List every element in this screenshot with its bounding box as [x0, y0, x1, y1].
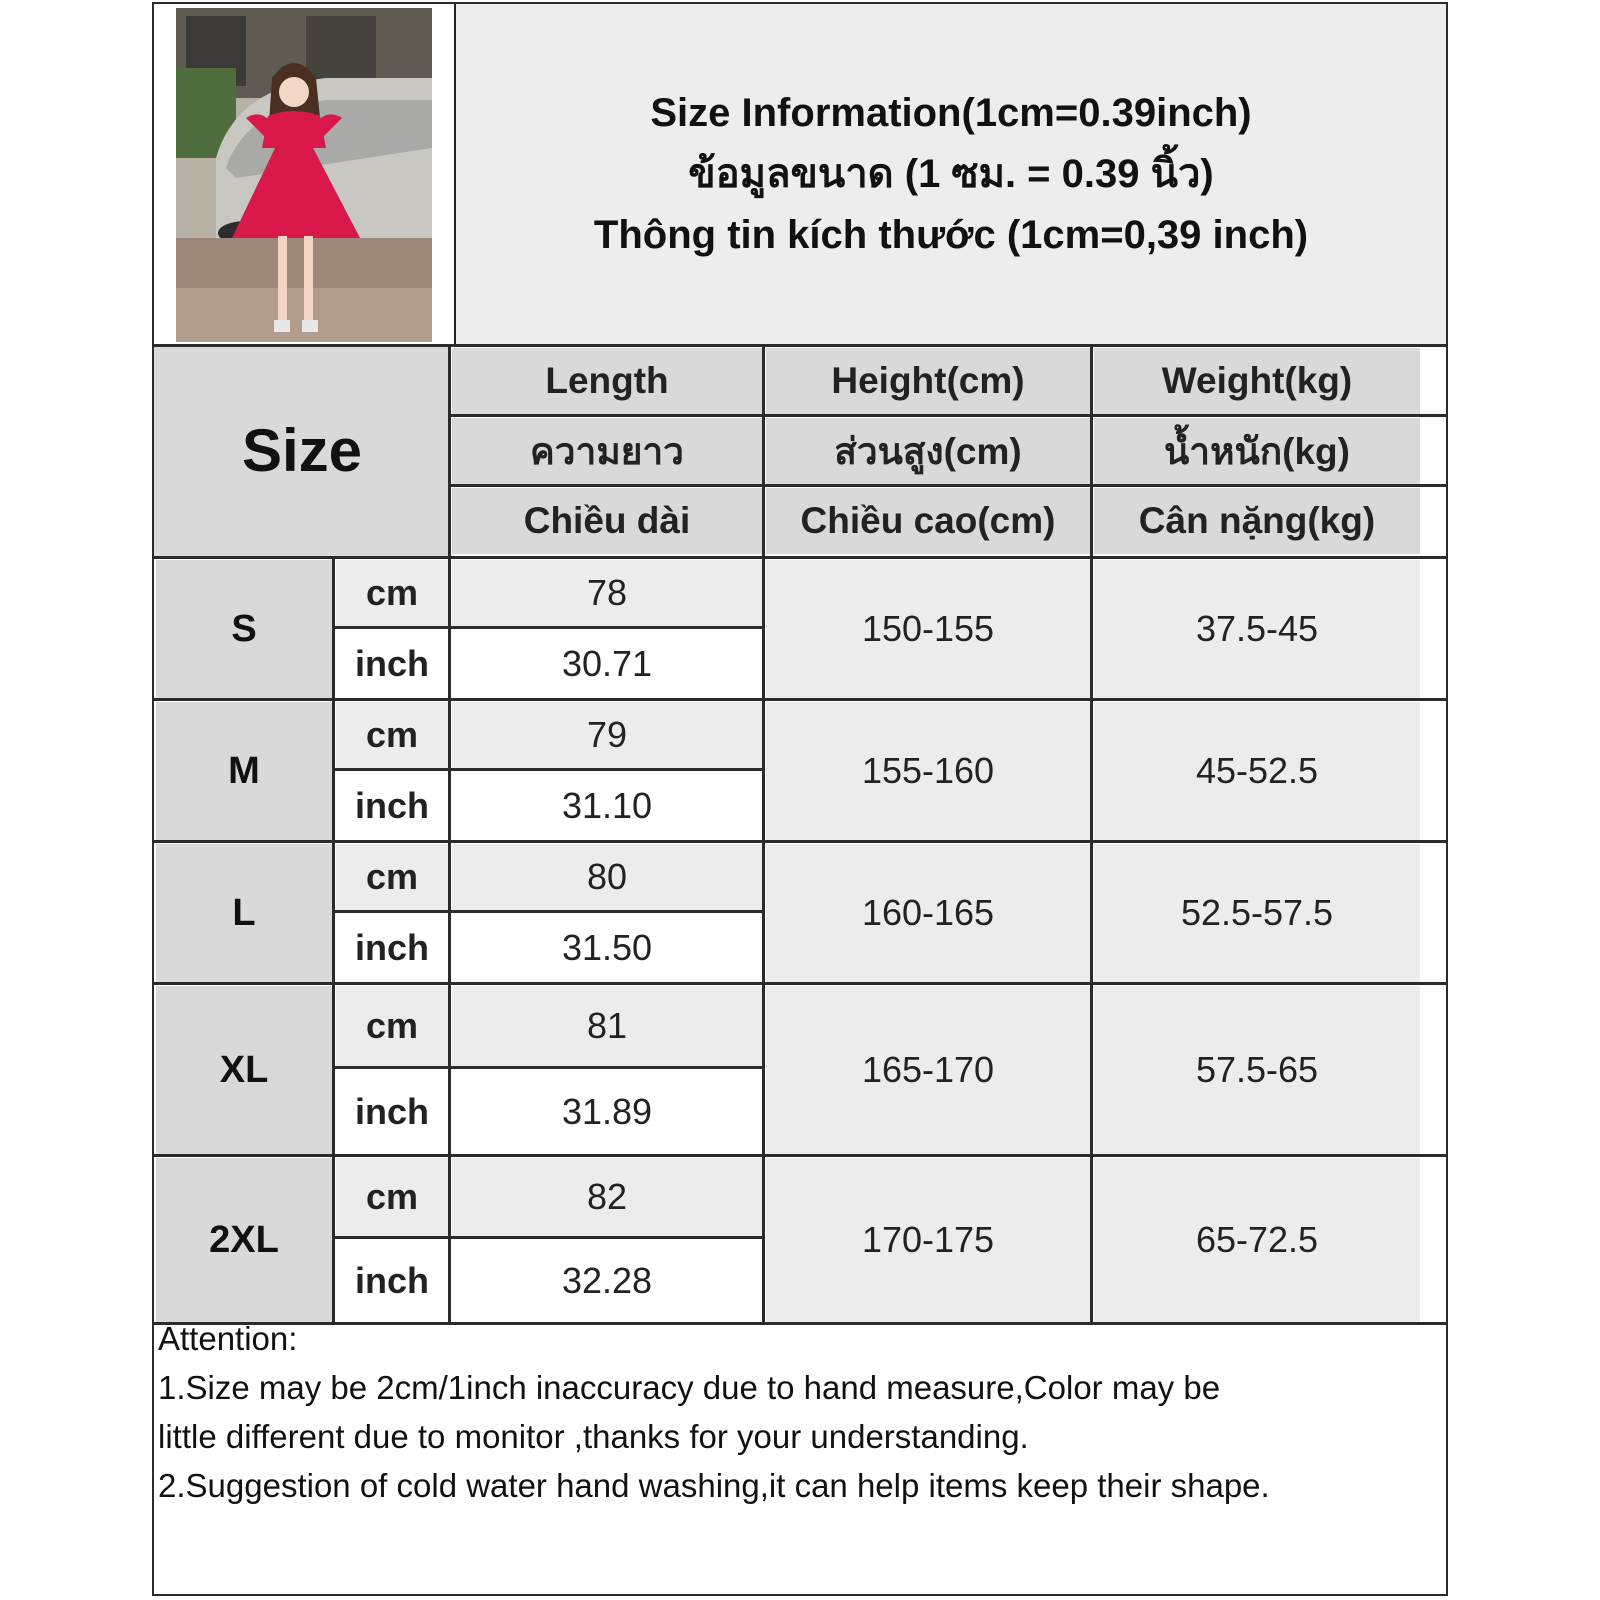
col-weight-th: น้ำหนัก(kg)	[1094, 418, 1420, 484]
size-cell-s: S	[156, 560, 332, 698]
weight-value: 45-52.5	[1094, 702, 1420, 840]
grid-line	[154, 840, 1446, 843]
length-cm-value: 80	[452, 844, 762, 910]
weight-value: 57.5-65	[1094, 986, 1420, 1154]
weight-value: 52.5-57.5	[1094, 844, 1420, 982]
grid-line	[332, 556, 335, 1324]
grid-line	[334, 626, 764, 629]
length-cm-value: 81	[452, 986, 762, 1066]
length-cm-value: 82	[452, 1158, 762, 1236]
height-value: 160-165	[766, 844, 1090, 982]
col-height-en: Height(cm)	[766, 348, 1090, 414]
header-title-vi: Thông tin kích thước (1cm=0,39 inch)	[593, 212, 1309, 257]
unit-inch: inch	[336, 914, 448, 982]
size-chart-sheet	[152, 2, 1448, 1596]
weight-value: 65-72.5	[1094, 1158, 1420, 1322]
grid-line	[334, 768, 764, 771]
grid-line	[334, 1066, 764, 1069]
length-inch-value: 30.71	[452, 630, 762, 698]
height-value: 170-175	[766, 1158, 1090, 1322]
header-title-en: Size Information(1cm=0.39inch)	[650, 90, 1252, 135]
length-inch-value: 31.50	[452, 914, 762, 982]
product-photo	[176, 8, 432, 342]
col-length-en: Length	[452, 348, 762, 414]
header-title-th: ข้อมูลขนาด (1 ซม. = 0.39 นิ้ว)	[688, 151, 1214, 196]
length-cm-value: 78	[452, 560, 762, 626]
grid-line	[762, 344, 765, 1324]
length-inch-value: 31.10	[452, 772, 762, 840]
weight-value: 37.5-45	[1094, 560, 1420, 698]
col-weight-vi: Cân nặng(kg)	[1094, 488, 1420, 554]
unit-cm: cm	[336, 844, 448, 910]
notes-line-3: 2.Suggestion of cold water hand washing,it can help items keep their shape.	[158, 1467, 1270, 1504]
col-height-th: ส่วนสูง(cm)	[766, 418, 1090, 484]
model-in-red-dress-image	[176, 8, 432, 342]
attention-notes	[158, 1314, 1428, 1510]
col-length-vi: Chiều dài	[452, 488, 762, 554]
grid-line	[1090, 344, 1093, 1324]
grid-line	[154, 344, 1446, 347]
col-length-th: ความยาว	[452, 418, 762, 484]
length-inch-value: 31.89	[452, 1070, 762, 1154]
notes-title: Attention:	[158, 1320, 298, 1357]
col-height-vi: Chiều cao(cm)	[766, 488, 1090, 554]
size-cell-xl: XL	[156, 986, 332, 1154]
grid-line	[448, 344, 451, 1324]
length-inch-value: 32.28	[452, 1240, 762, 1322]
height-value: 165-170	[766, 986, 1090, 1154]
unit-inch: inch	[336, 630, 448, 698]
size-header-label: Size	[241, 416, 363, 484]
grid-line	[154, 556, 1446, 559]
height-value: 150-155	[766, 560, 1090, 698]
notes-line-2: little different due to monitor ,thanks for your understanding.	[158, 1418, 1029, 1455]
size-cell-l: L	[156, 844, 332, 982]
size-cell-m: M	[156, 702, 332, 840]
grid-line	[154, 1154, 1446, 1157]
size-info-header	[454, 4, 1446, 344]
grid-line	[154, 982, 1446, 985]
grid-line	[154, 698, 1446, 701]
col-weight-en: Weight(kg)	[1094, 348, 1420, 414]
height-value: 155-160	[766, 702, 1090, 840]
grid-line	[334, 910, 764, 913]
unit-cm: cm	[336, 560, 448, 626]
unit-cm: cm	[336, 986, 448, 1066]
size-cell-2xl: 2XL	[156, 1158, 332, 1322]
grid-line	[450, 484, 1446, 487]
unit-inch: inch	[336, 1070, 448, 1154]
unit-cm: cm	[336, 702, 448, 768]
grid-line	[334, 1236, 764, 1239]
notes-line-1: 1.Size may be 2cm/1inch inaccuracy due to hand measure,Color may be	[158, 1369, 1221, 1406]
grid-line	[450, 414, 1446, 417]
unit-inch: inch	[336, 772, 448, 840]
length-cm-value: 79	[452, 702, 762, 768]
unit-cm: cm	[336, 1158, 448, 1236]
size-header-cell	[154, 344, 450, 556]
unit-inch: inch	[336, 1240, 448, 1322]
